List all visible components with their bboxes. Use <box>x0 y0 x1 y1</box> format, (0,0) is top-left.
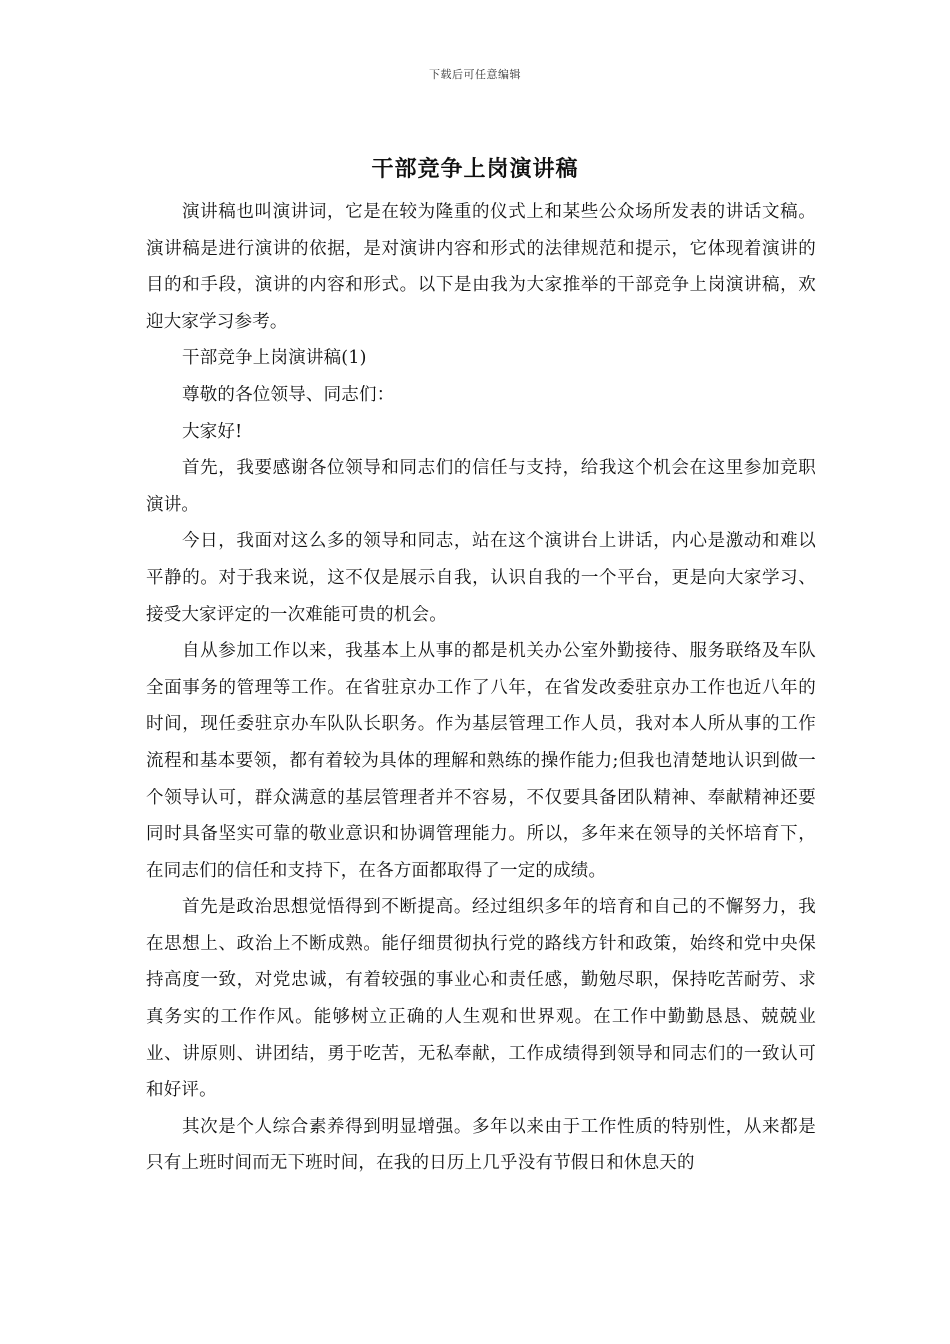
paragraph-feelings: 今日，我面对这么多的领导和同志，站在这个演讲台上讲话，内心是激动和难以平静的。对于我来说，这不仅是展示自我，认识自我的一个平台，更是向大家学习、接受大家评定的一次难能可贵的机会。 <box>146 531 816 625</box>
header-note: 下载后可任意编辑 <box>429 68 521 81</box>
paragraph-salutation: 尊敬的各位领导、同志们： <box>182 384 395 405</box>
paragraph-greeting: 大家好! <box>182 421 243 442</box>
paragraph-political: 首先是政治思想觉悟得到不断提高。经过组织多年的培育和自己的不懈努力，我在思想上、政治上不断成熟。能仔细贯彻执行党的路线方针和政策，始终和党中央保持高度一致，对党忠诚，有着较强的事业心和责任感，勤勉尽职，保持吃苦耐劳、求真务实的工作作风。能够树立正确的人生观和世界观。在工作中勤勤恳恳、兢兢业业、讲原则、讲团结，勇于吃苦，无私奉献，工作成绩得到领导和同志们的一致认可和好评。 <box>146 897 816 1101</box>
paragraph-work-history: 自从参加工作以来，我基本上从事的都是机关办公室外勤接待、服务联络及车队全面事务的管理等工作。在省驻京办工作了八年，在省发改委驻京办工作也近八年的时间，现任委驻京办车队队长职务。作为基层管理工作人员，我对本人所从事的工作流程和基本要领，都有着较为具体的理解和熟练的操作能力;但我也清楚地认识到做一个领导认可，群众满意的基层管理者并不容易，不仅要具备团队精神、奉献精神还要同时具备坚实可靠的敬业意识和协调管理能力。所以，多年来在领导的关怀培育下，在同志们的信任和支持下，在各方面都取得了一定的成绩。 <box>146 641 816 881</box>
paragraph-section-heading: 干部竞争上岗演讲稿(1) <box>182 348 367 369</box>
paragraph-quality: 其次是个人综合素养得到明显增强。多年以来由于工作性质的特别性，从来都是只有上班时间而无下班时间，在我的日历上几乎没有节假日和休息天的 <box>146 1116 816 1174</box>
document-body <box>146 194 816 1182</box>
paragraph-intro: 演讲稿也叫演讲词，它是在较为隆重的仪式上和某些公众场所发表的讲话文稿。演讲稿是进行演讲的依据，是对演讲内容和形式的法律规范和提示，它体现着演讲的目的和手段，演讲的内容和形式。以下是由我为大家推举的干部竞争上岗演讲稿，欢迎大家学习参考。 <box>146 202 816 332</box>
document-title: 干部竞争上岗演讲稿 <box>371 156 579 182</box>
paragraph-thanks: 首先，我要感谢各位领导和同志们的信任与支持，给我这个机会在这里参加竞职演讲。 <box>146 458 816 515</box>
